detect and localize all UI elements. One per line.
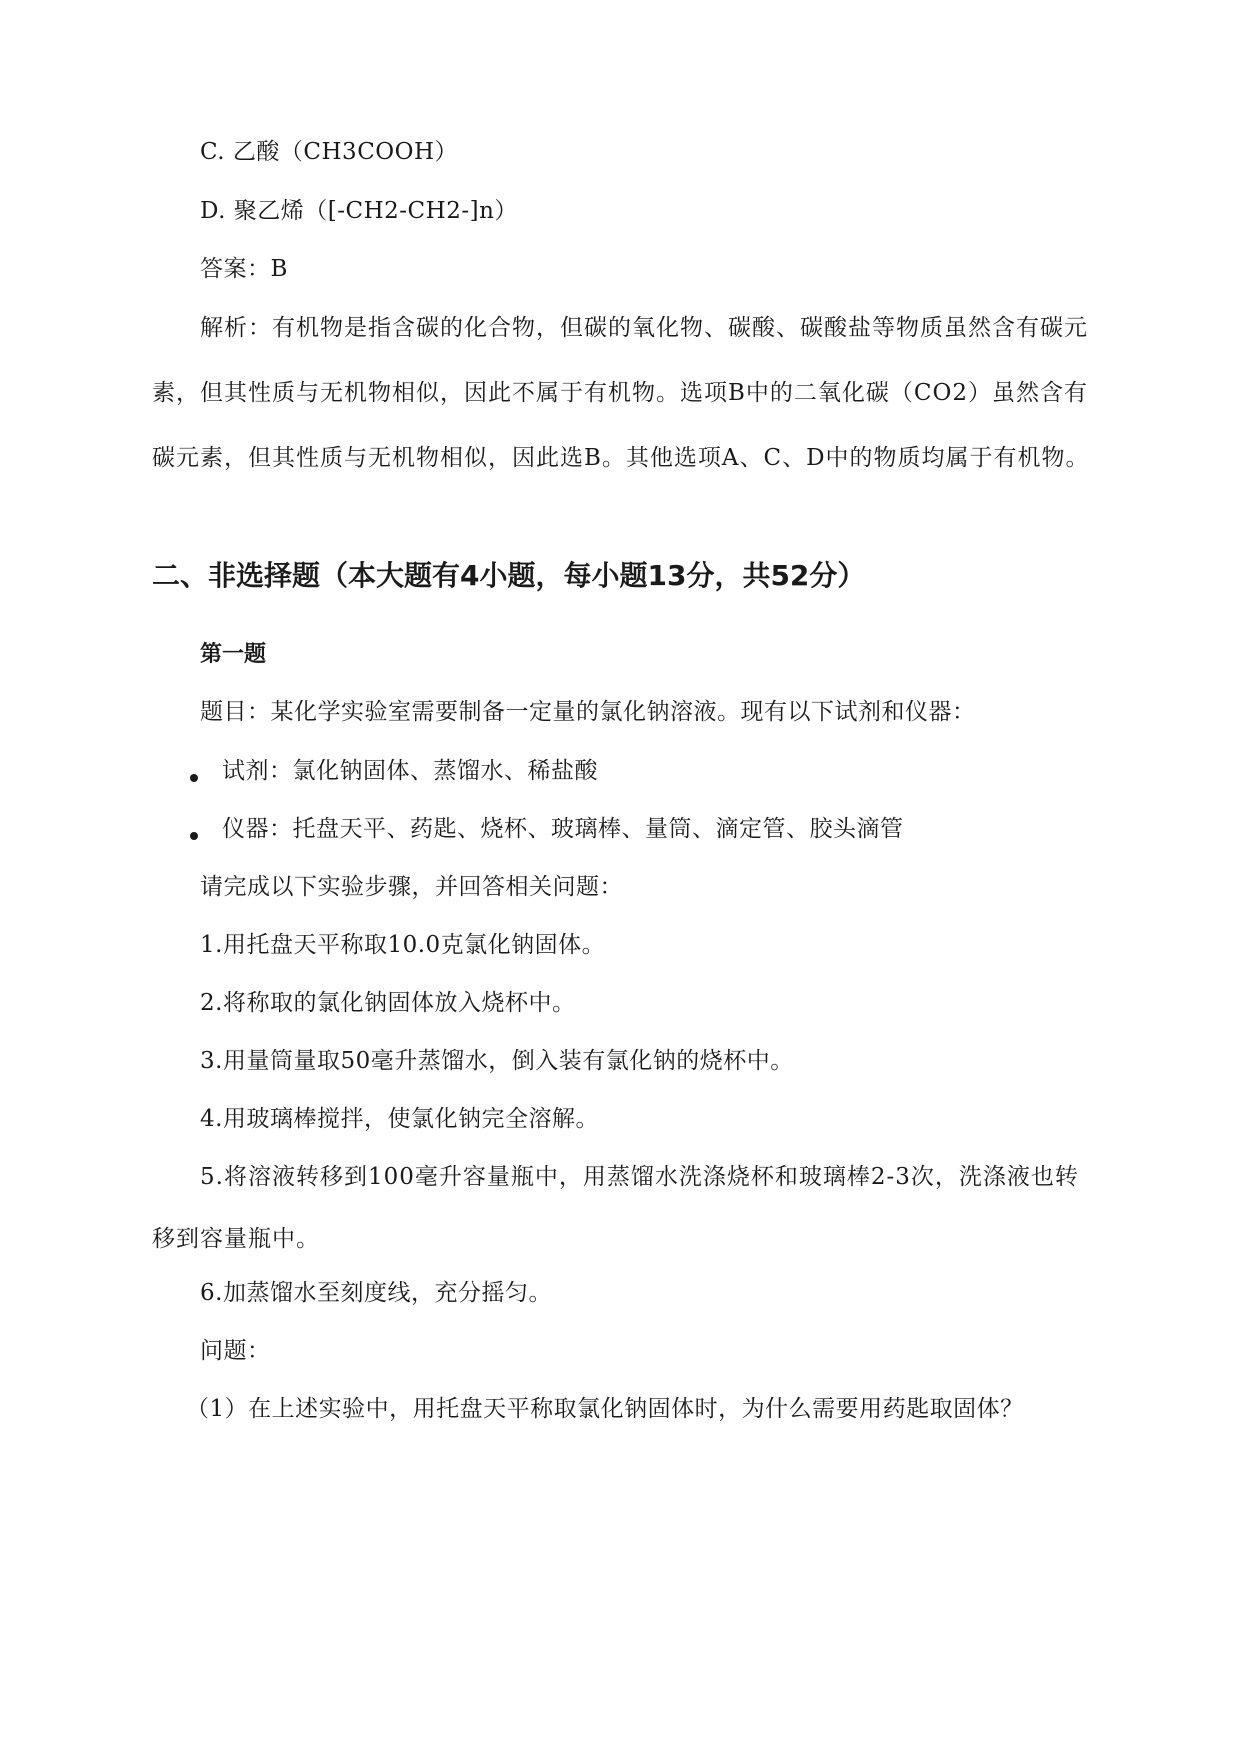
bullet-dot bbox=[190, 832, 198, 840]
option-c: C. 乙酸（CH3COOH） bbox=[200, 139, 459, 165]
question-label: 第一题 bbox=[200, 642, 267, 667]
bullet-reagents: 试剂：氯化钠固体、蒸馏水、稀盐酸 bbox=[222, 758, 598, 784]
bullet-instruments: 仪器：托盘天平、药匙、烧杯、玻璃棒、量筒、滴定管、胶头滴管 bbox=[222, 816, 904, 842]
step-3: 3.用量筒量取50毫升蒸馏水，倒入装有氯化钠的烧杯中。 bbox=[200, 1048, 794, 1074]
answer-line: 答案：B bbox=[200, 256, 288, 282]
sub-question-1: （1）在上述实验中，用托盘天平称取氯化钠固体时，为什么需要用药匙取固体？ bbox=[186, 1396, 1024, 1422]
bullet-dot bbox=[190, 774, 198, 782]
step-4: 4.用玻璃棒搅拌，使氯化钠完全溶解。 bbox=[200, 1106, 599, 1132]
step-2: 2.将称取的氯化钠固体放入烧杯中。 bbox=[200, 990, 576, 1016]
instruction-line: 请完成以下实验步骤，并回答相关问题： bbox=[200, 874, 623, 900]
step-1: 1.用托盘天平称取10.0克氯化钠固体。 bbox=[200, 932, 606, 958]
questions-label: 问题： bbox=[200, 1338, 271, 1364]
analysis-paragraph: 解析：有机物是指含碳的化合物，但碳的氧化物、碳酸、碳酸盐等物质虽然含有碳元素，但其性质与无机物相似，因此不属于有机物。选项B中的二氧化碳（CO2）虽然含有碳元素，但其性质与无机物相似，因此选B。其他选项A、C、D中的物质均属于有机物。 bbox=[152, 315, 1090, 471]
step-5: 5.将溶液转移到100毫升容量瓶中，用蒸馏水洗涤烧杯和玻璃棒2-3次，洗涤液也转移到容量瓶中。 bbox=[152, 1164, 1079, 1252]
section-heading: 二、非选择题（本大题有4小题，每小题13分，共52分） bbox=[152, 559, 866, 592]
step-6: 6.加蒸馏水至刻度线，充分摇匀。 bbox=[200, 1280, 552, 1306]
question-prompt: 题目：某化学实验室需要制备一定量的氯化钠溶液。现有以下试剂和仪器： bbox=[200, 699, 976, 725]
option-d: D. 聚乙烯（[-CH2-CH2-]n） bbox=[200, 198, 518, 224]
